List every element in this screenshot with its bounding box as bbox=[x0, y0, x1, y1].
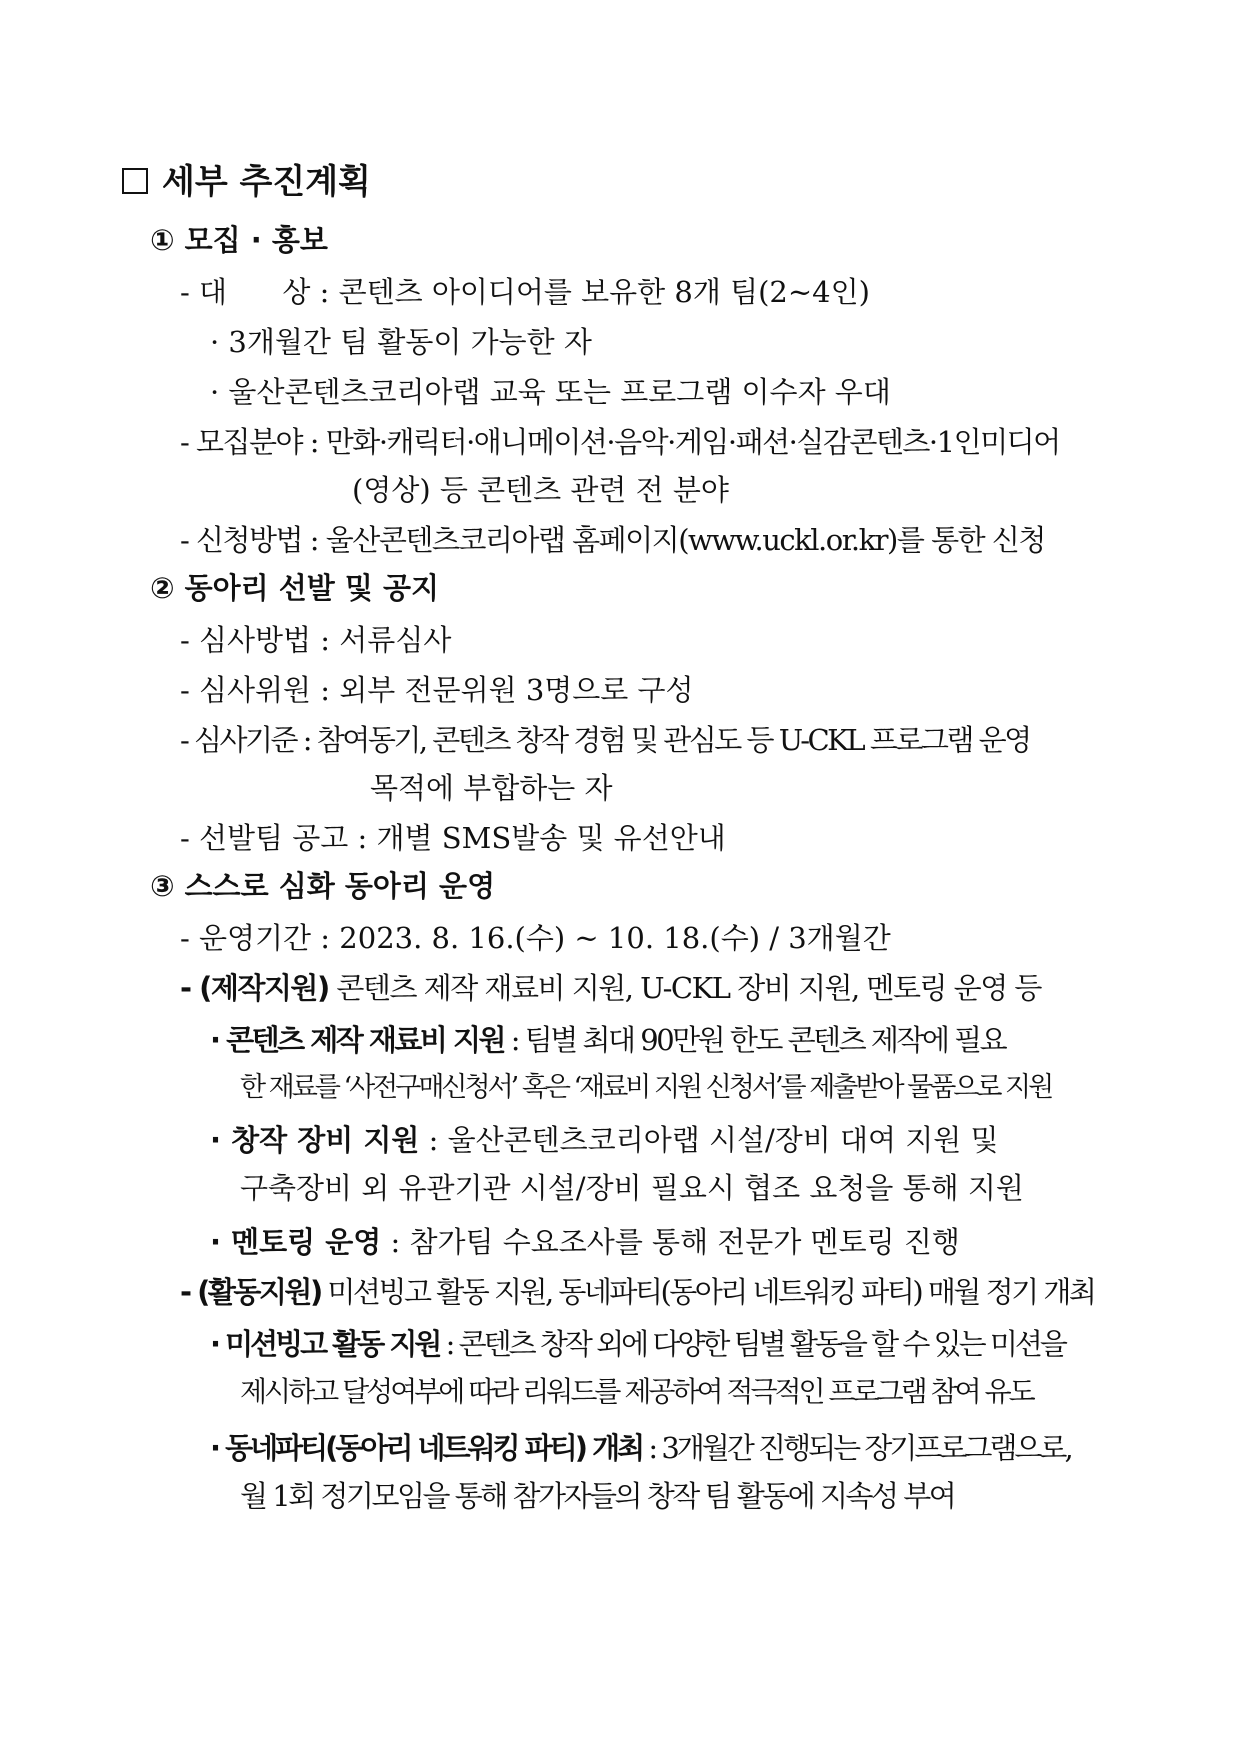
review-criteria-cont: 목적에 부합하는 자 bbox=[370, 771, 613, 805]
mentoring-line: · 멘토링 운영 : 참가팀 수요조사를 통해 전문가 멘토링 진행 bbox=[210, 1225, 960, 1259]
recruit-field-cont: (영상) 등 콘텐츠 관련 전 분야 bbox=[352, 473, 729, 507]
recruit-target-sub-1: · 3개월간 팀 활동이 가능한 자 bbox=[210, 325, 592, 359]
production-support-line: - (제작지원) 콘텐츠 제작 재료비 지원, U-CKL 장비 지원, 멘토링 운영 등 bbox=[180, 971, 1041, 1005]
review-committee-line: - 심사위원 : 외부 전문위원 3명으로 구성 bbox=[180, 673, 694, 707]
neighborhood-party-line: · 동네파티(동아리 네트워킹 파티) 개최 : 3개월간 진행되는 장기프로그램으로, bbox=[210, 1431, 1071, 1465]
operation-period-line: - 운영기간 : 2023. 8. 16.(수) ~ 10. 18.(수) / 3개월간 bbox=[180, 921, 891, 955]
review-criteria-line: - 심사기준 : 참여동기, 콘텐츠 창작 경험 및 관심도 등 U-CKL 프로그램 운영 bbox=[180, 723, 1030, 757]
neighborhood-party-cont: 월 1회 정기모임을 통해 참가자들의 창작 팀 활동에 지속성 부여 bbox=[240, 1479, 955, 1513]
checkbox-square-icon bbox=[122, 168, 148, 194]
activity-support-line: - (활동지원) 미션빙고 활동 지원, 동네파티(동아리 네트워킹 파티) 매월 정기 개최 bbox=[180, 1275, 1095, 1309]
selection-notice-line: - 선발팀 공고 : 개별 SMS발송 및 유선안내 bbox=[180, 821, 726, 855]
section-title: 세부 추진계획 bbox=[122, 160, 371, 204]
mission-bingo-line: · 미션빙고 활동 지원 : 콘텐츠 창작 외에 다양한 팀별 활동을 할 수 있는 미션을 bbox=[210, 1327, 1065, 1361]
equipment-support-cont: 구축장비 외 유관기관 시설/장비 필요시 협조 요청을 통해 지원 bbox=[240, 1171, 1024, 1205]
recruit-target-sub-2: · 울산콘텐츠코리아랩 교육 또는 프로그램 이수자 우대 bbox=[210, 375, 891, 409]
section-heading-recruit: ① 모집 · 홍보 bbox=[150, 223, 328, 257]
material-support-cont: 한 재료를 ‘사전구매신청서’ 혹은 ‘재료비 지원 신청서’를 제출받아 물품으로 지원 bbox=[240, 1072, 1052, 1103]
material-support-line: · 콘텐츠 제작 재료비 지원 : 팀별 최대 90만원 한도 콘텐츠 제작에 필요 bbox=[210, 1023, 1006, 1057]
review-method-line: - 심사방법 : 서류심사 bbox=[180, 623, 452, 657]
recruit-target-line: - 대 상 : 콘텐츠 아이디어를 보유한 8개 팀(2~4인) bbox=[180, 275, 870, 309]
recruit-apply-line: - 신청방법 : 울산콘텐츠코리아랩 홈페이지(www.uckl.or.kr)를 통한 신청 bbox=[180, 523, 1045, 557]
section-heading-selection: ② 동아리 선발 및 공지 bbox=[150, 571, 440, 605]
recruit-field-line: - 모집분야 : 만화·캐릭터·애니메이션·음악·게임·패션·실감콘텐츠·1인미디어 bbox=[180, 425, 1060, 459]
section-heading-operation: ③ 스스로 심화 동아리 운영 bbox=[150, 869, 496, 903]
equipment-support-line: · 창작 장비 지원 : 울산콘텐츠코리아랩 시설/장비 대여 지원 및 bbox=[210, 1123, 999, 1157]
mission-bingo-cont: 제시하고 달성여부에 따라 리워드를 제공하여 적극적인 프로그램 참여 유도 bbox=[240, 1375, 1033, 1408]
